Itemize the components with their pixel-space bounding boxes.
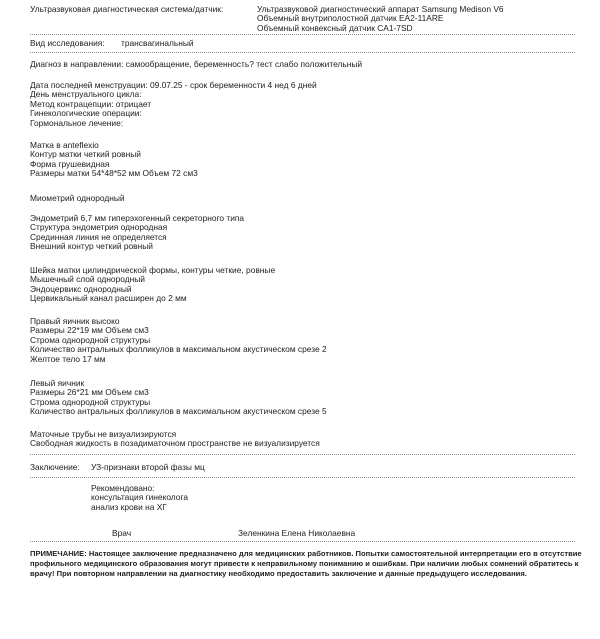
right-ovary-size: Размеры 22*19 мм Объем см3 [30, 325, 149, 336]
right-ovary-follicles: Количество антральных фолликулов в максимальном акустическом срезе 2 [30, 344, 327, 355]
conclusion-label: Заключение: [30, 462, 80, 472]
exam-type-label: Вид исследования: [30, 38, 105, 48]
left-ovary-follicles: Количество антральных фолликулов в максимальном акустическом срезе 5 [30, 406, 327, 417]
divider [30, 34, 575, 35]
recommendation-item: анализ крови на ХГ [91, 501, 167, 512]
recommendations-title: Рекомендовано: [91, 483, 155, 493]
device-line: Объемный внутриполостной датчик EA2-11ARE [257, 13, 444, 24]
fallopian-tubes: Маточные трубы не визуализируются [30, 429, 177, 439]
anamnesis-block [30, 81, 317, 128]
midline: Срединная линия не определяется [30, 231, 167, 242]
recommendations-block [91, 484, 188, 512]
divider [30, 52, 575, 53]
cervix-muscle: Мышечный слой однородный [30, 274, 145, 285]
right-ovary-title: Правый яичник высоко [30, 316, 120, 326]
cycle-day: День менструального цикла: [30, 89, 142, 100]
contraception: Метод контрацепции: отрицает [30, 98, 152, 109]
system-label: Ультразвуковая диагностическая система/датчик: [30, 4, 224, 14]
endometrium-thickness: Эндометрий 6,7 мм гиперэхогенный секреторного типа [30, 213, 245, 223]
uterus-contour: Контур матки четкий ровный [30, 149, 141, 160]
left-ovary-stroma: Строма однородной структуры [30, 396, 151, 407]
referral-diagnosis: Диагноз в направлении: самообращение, беременность? тест слабо положительный [30, 59, 363, 69]
doctor-name: Зеленкина Елена Николаевна [238, 528, 356, 538]
divider [30, 477, 575, 478]
uterus-position: Матка в anteflexio [30, 140, 99, 150]
last-menstruation: Дата последней менструации: 09.07.25 - срок беременности 4 нед 6 дней [30, 80, 317, 90]
endometrium-block [30, 214, 244, 252]
cervix-shape: Шейка матки цилиндрической формы, контуры четкие, ровные [30, 265, 276, 275]
left-ovary-block [30, 379, 327, 417]
conclusion-value: УЗ-признаки второй фазы мц [91, 462, 205, 472]
myometrium: Миометрий однородный [30, 193, 125, 203]
uterus-shape: Форма грушевидная [30, 158, 110, 169]
corpus-luteum: Желтое тело 17 мм [30, 353, 106, 364]
free-fluid: Свободная жидкость в позадиматочном пространстве не визуализируется [30, 438, 320, 449]
endometrium-structure: Структура эндометрия однородная [30, 222, 168, 233]
endocervix: Эндоцервикс однородный [30, 283, 132, 294]
right-ovary-block [30, 317, 327, 364]
device-list [257, 5, 504, 33]
disclaimer-note: ПРИМЕЧАНИЕ: Настоящее заключение предназначено для медицинских работников. Попытки самостоятельной интерпретации его в отсутствие профильного медицинского образования могут привести к неправильному пониманию и ошибкам. При наличии любых сомнений обратитесь к врачу! При повторном направлении на диагностику необходимо предоставить заключение и данные предыдущего исследования. [30, 549, 582, 579]
recommendation-item: консультация гинеколога [91, 492, 188, 503]
doctor-label: Врач [112, 528, 132, 538]
uterus-block [30, 141, 198, 179]
tubes-fluid-block [30, 430, 320, 449]
uterus-size: Размеры матки 54*48*52 мм Объем 72 см3 [30, 168, 198, 179]
divider [30, 541, 575, 542]
cervix-block [30, 266, 275, 304]
exam-type-value: трансвагинальный [121, 38, 194, 48]
left-ovary-title: Левый яичник [30, 378, 85, 388]
device-line: Объемный конвексный датчик CA1-7SD [257, 22, 413, 33]
outer-contour: Внешний контур четкий ровный [30, 241, 153, 252]
hormone-therapy: Гормональное лечение: [30, 117, 124, 128]
device-line: Ультразвуковой диагностический аппарат Samsung Medison V6 [257, 4, 504, 14]
gyn-operations: Гинекологические операции: [30, 108, 142, 119]
divider [30, 454, 575, 455]
cervical-canal: Цервикальный канал расширен до 2 мм [30, 293, 187, 304]
right-ovary-stroma: Строма однородной структуры [30, 334, 151, 345]
left-ovary-size: Размеры 26*21 мм Объем см3 [30, 387, 149, 398]
